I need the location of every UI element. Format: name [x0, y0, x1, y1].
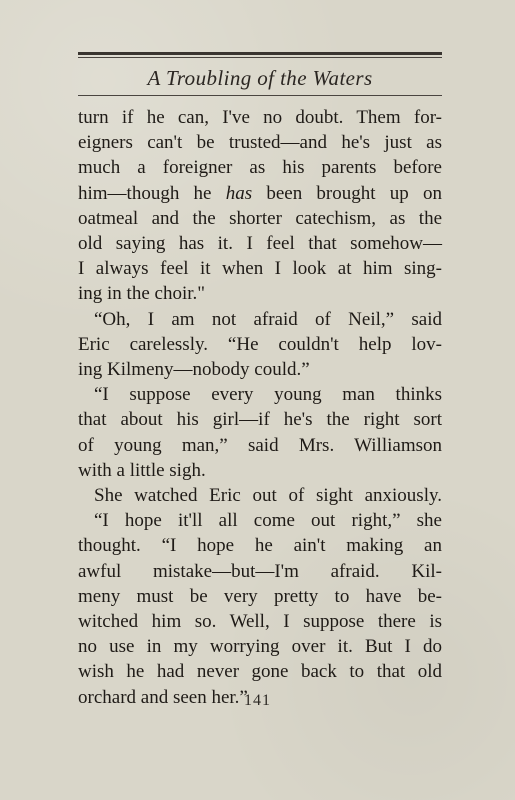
text-line: meny must be very pretty to have be-: [78, 585, 442, 607]
text-line: ing in the choir.": [78, 283, 206, 305]
text-line: “Oh, I am not afraid of Neil,” said: [94, 308, 442, 330]
text-line: of young man,” said Mrs. Williamson: [78, 434, 442, 456]
text-line: that about his girl—if he's the right sort: [78, 409, 442, 431]
text-line: ing Kilmeny—nobody could.”: [78, 359, 310, 381]
emphasized-word: has: [225, 182, 253, 204]
top-rule-thin: [78, 57, 442, 58]
text-line: turn if he can, I've no doubt. Them for-: [78, 107, 442, 128]
top-rule-thick: [78, 52, 442, 55]
page-number: 141: [244, 692, 271, 709]
text-line: I always feel it when I look at him sing-: [78, 258, 442, 280]
text-line: much a foreigner as his parents before: [78, 157, 442, 179]
text-line: She watched Eric out of sight anxiously.: [94, 485, 442, 507]
text-line: Eric carelessly. “He couldn't help lov-: [78, 333, 442, 355]
running-head: A Troubling of the Waters: [147, 66, 373, 90]
text-line: “I hope it'll all come out right,” she: [94, 510, 442, 532]
text-line: with a little sigh.: [78, 459, 206, 481]
text-line: eigners can't be trusted—and he's just as: [78, 132, 442, 154]
text-line: orchard and seen her.”: [78, 686, 248, 708]
text-line: thought. “I hope he ain't making an: [78, 535, 442, 557]
text-line: wish he had never gone back to that old: [78, 661, 442, 683]
text-line: [78, 181, 442, 206]
header-rule: [78, 95, 442, 96]
text-line: no use in my worrying over it. But I do: [78, 636, 442, 658]
page-text: [78, 105, 442, 710]
text-line: awful mistake—but—I'm afraid. Kil-: [78, 560, 442, 582]
text-line: old saying has it. I feel that somehow—: [78, 233, 442, 255]
text-line: witched him so. Well, I suppose there is: [78, 611, 442, 633]
text-line: oatmeal and the shorter catechism, as the: [78, 207, 442, 229]
text-line: “I suppose every young man thinks: [94, 384, 442, 406]
text-fragment: been brought up on: [252, 182, 442, 204]
text-fragment: him—though he: [78, 182, 226, 204]
